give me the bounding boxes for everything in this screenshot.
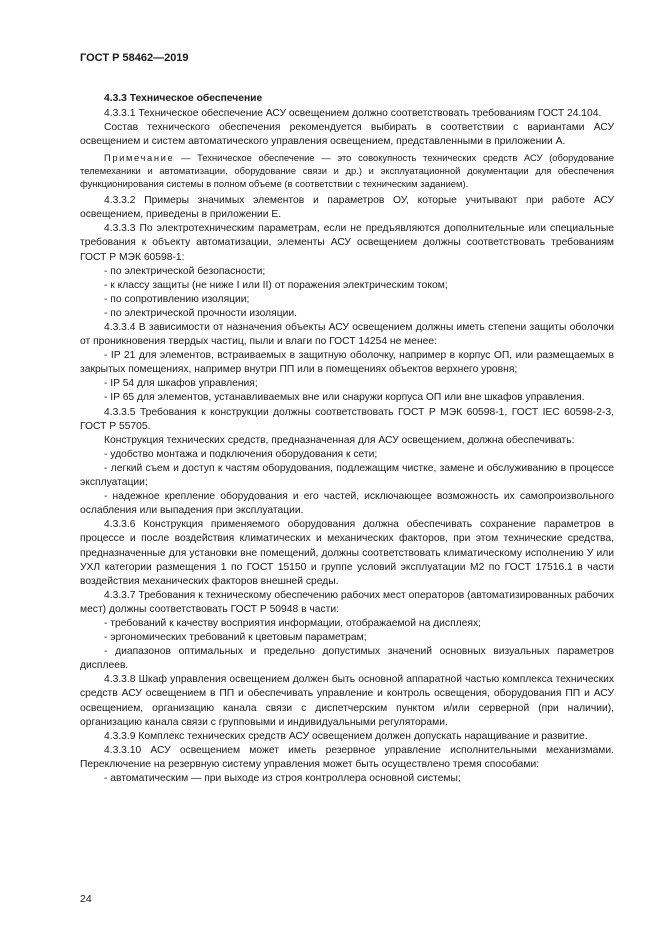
list-item: - диапазонов оптимальных и предельно допустимых значений основных визуальных параметров дисплеев. [80,646,614,672]
list-item: - IP 54 для шкафов управления; [104,378,258,390]
paragraph-4-3-3-2: 4.3.3.2 Примеры значимых элементов и параметров ОУ, которые учитывают при работе АСУ освещением, приведены в приложении Е. [80,195,614,221]
note [80,152,614,190]
paragraph-4-3-3-4: 4.3.3.4 В зависимости от назначения объекты АСУ освещением должны иметь степени защиты оболочки от проникновения твердых частиц, пыли и влаги по ГОСТ 14254 не менее: [80,322,614,348]
list-item: - автоматическим — при выходе из строя контроллера основной системы; [104,773,461,784]
paragraph-4-3-3-10: 4.3.3.10 АСУ освещением может иметь резервное управление исполнительными механизмами. Переключение на резервную систему управления может быть осуществлено тремя способами: [80,744,614,770]
list-item: - легкий съем и доступ к частям оборудования, подлежащим чистке, замене и обслуживанию в процессе эксплуатации; [80,462,614,489]
paragraph-4-3-3-7: 4.3.3.7 Требования к техническому обеспечению рабочих мест операторов (автоматизированных рабочих мест) должны соответствовать ГОСТ Р 50948 в части: [80,589,614,615]
paragraph-4-3-3-6: 4.3.3.6 Конструкция применяемого оборудования должна обеспечивать сохранение параметров в процессе и после воздействия климатических и механических факторов, при этом технические средства, предназначенные для установки вне помещений, должны соответствовать климатическому исполнению У или УХЛ категории размещения 1 по ГОСТ 15150 и группе условий эксплуатации М2 по ГОСТ 17516.1 в части воздействия механических факторов внешней среды. [80,519,614,587]
list-item: - надежное крепление оборудования и его частей, исключающее возможность их самопроизвольного ослабления или выпадения при эксплуатации. [80,491,614,517]
page-content [80,92,614,786]
paragraph-4-3-3-5: 4.3.3.5 Требования к конструкции должны соответствовать ГОСТ Р МЭК 60598-1, ГОСТ IEC 60598-2-3, ГОСТ Р 55705. [80,406,614,432]
paragraph-4-3-3-1: 4.3.3.1 Техническое обеспечение АСУ освещением должно соответствовать требованиям ГОСТ 24.104. [104,108,602,120]
list-item: - по сопротивлению изоляции; [104,293,250,305]
document-header: ГОСТ Р 58462—2019 [80,52,189,64]
list-item: - к классу защиты (не ниже I или II) от поражения электрическим током; [104,279,448,291]
list-item: - требований к качеству восприятия информации, отображаемой на дисплеях; [104,617,481,629]
paragraph-4-3-3-8: 4.3.3.8 Шкаф управления освещением должен быть основной аппаратной частью комплекса технических средств АСУ освещением в ПП и обеспечивать управление и контроль освещения, оборудования ПП и АСУ освещением, организацию канала связи с диспетчерским пунктом и/или серверной (при наличии), организацию канала связи с групповыми и индивидуальными регуляторами. [80,674,614,728]
list-item: - по электрической безопасности; [104,265,266,277]
note-text: — Техническое обеспечение — это совокупность технических средств АСУ (оборудование телемеханики и автоматизации, оборудование связи и др.) и эксплуатационной документации для обеспечения функционирования системы в полном объеме (в соответствии с техническим заданием). [80,152,614,189]
note-label: Примечание [104,152,175,164]
paragraph-composition: Состав технического обеспечения рекомендуется выбирать в соответствии с вариантами АСУ освещением и систем автоматического управления освещением, представленными в приложении А. [80,122,614,148]
section-title: 4.3.3 Техническое обеспечение [104,93,263,104]
paragraph-4-3-3-9: 4.3.3.9 Комплекс технических средств АСУ освещением должен допускать наращивание и развитие. [104,730,588,742]
list-item: - IP 21 для элементов, встраиваемых в защитную оболочку, например в корпус ОП, или размещаемых в закрытых помещениях, например внутри ПП или в помещениях объектов верхнего уровня; [80,350,614,376]
list-item: - IP 65 для элементов, устанавливаемых вне или снаружи корпуса ОП или вне шкафов управления. [104,392,585,404]
paragraph-construction: Конструкция технических средств, предназначенная для АСУ освещением, должна обеспечивать: [104,434,575,446]
paragraph-4-3-3-3: 4.3.3.3 По электротехническим параметрам, если не предъявляются дополнительные или специальные требования к объекту автоматизации, элементы АСУ освещением должны соответствовать требованиям ГОСТ Р МЭК 60598-1: [80,223,614,263]
list-item: - удобство монтажа и подключения оборудования к сети; [104,448,378,460]
page-number: 24 [80,893,92,905]
list-item: - по электрической прочности изоляции. [104,307,297,319]
list-item: - эргономических требований к цветовым параметрам; [104,632,367,644]
